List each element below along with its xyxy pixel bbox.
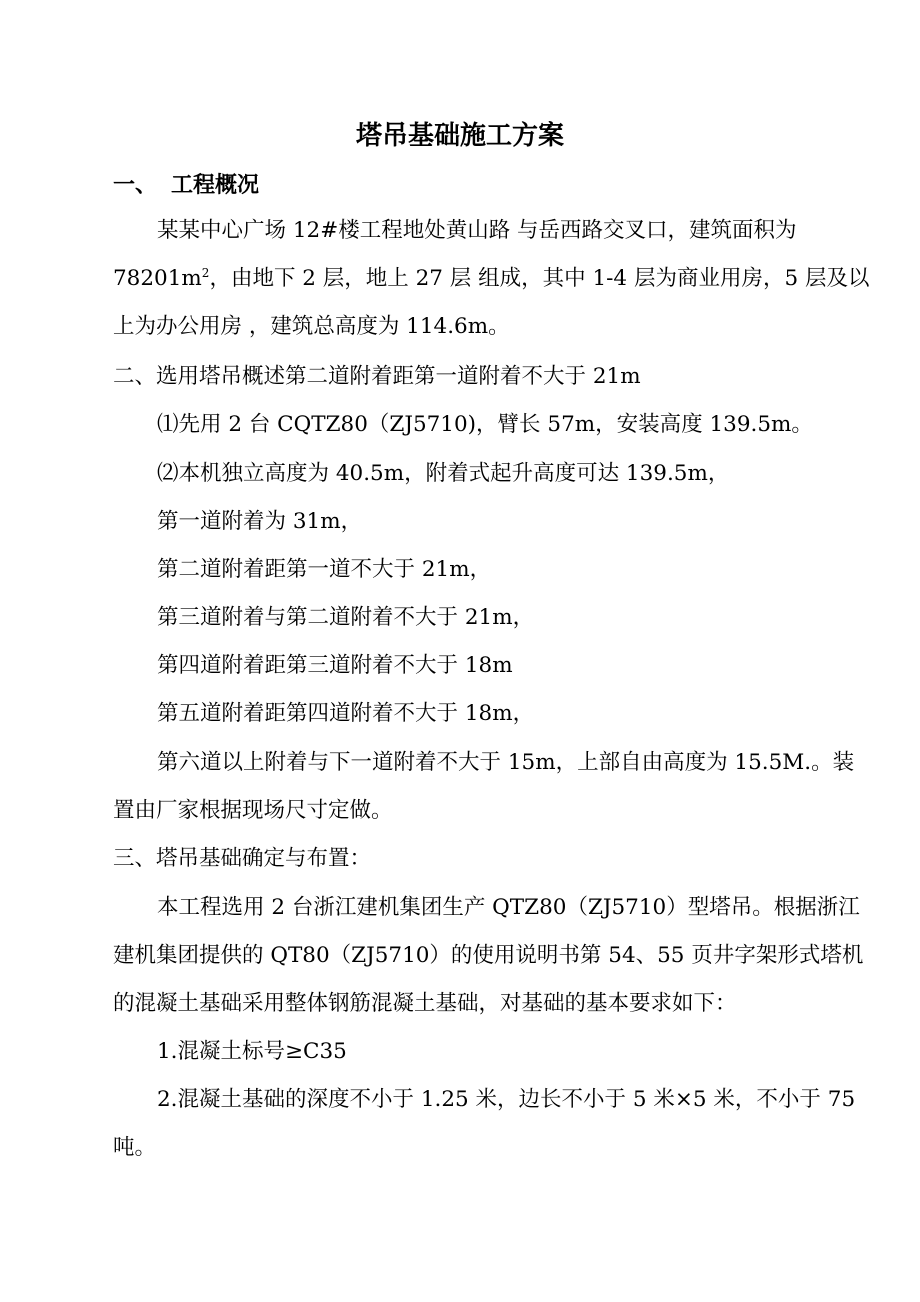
area-value: 78201m (113, 266, 202, 291)
paragraph-line: 第五道附着距第四道附着不大于 18m， (157, 701, 535, 726)
paragraph-line: 第三道附着与第二道附着不大于 21m， (157, 605, 535, 630)
paragraph-line: 的混凝土基础采用整体钢筋混凝土基础，对基础的基本要求如下： (113, 991, 737, 1016)
section-heading-tower-crane: 二、选用塔吊概述第二道附着距第一道附着不大于 21m (113, 364, 641, 389)
area-unit-superscript: 2 (201, 265, 210, 280)
paragraph-line: 建机集团提供的 QT80（ZJ5710）的使用说明书第 54、55 页井字架形式塔机 (113, 943, 864, 968)
paragraph-line: 上为办公用房 ，建筑总高度为 114.6m。 (113, 314, 510, 339)
paragraph-line: 第六道以上附着与下一道附着不大于 15m，上部自由高度为 15.5M.。装 (157, 750, 855, 775)
paragraph-line: ⑵本机独立高度为 40.5m，附着式起升高度可达 139.5m， (157, 461, 730, 486)
paragraph-line (113, 264, 869, 294)
section-heading-foundation: 三、塔吊基础确定与布置： (113, 846, 372, 871)
paragraph-line: 第四道附着距第三道附着不大于 18m (157, 653, 513, 678)
paragraph-line: ⑴先用 2 台 CQTZ80（ZJ5710)，臂长 57m，安装高度 139.5m。 (157, 412, 813, 437)
list-item: 2.混凝土基础的深度不小于 1.25 米，边长不小于 5 米×5 米，不小于 75 (157, 1087, 856, 1112)
paragraph-line: 第一道附着为 31m， (157, 509, 363, 534)
paragraph-line: 本工程选用 2 台浙江建机集团生产 QTZ80（ZJ5710）型塔吊。根据浙江 (157, 895, 860, 920)
paragraph-line: 某某中心广场 12#楼工程地处黄山路 与岳西路交叉口，建筑面积为 (157, 218, 797, 243)
section-number: 一、 (113, 172, 158, 198)
section-heading-overview (113, 170, 259, 200)
paragraph-line: 置由厂家根据现场尺寸定做。 (113, 798, 393, 823)
paragraph-line: 第二道附着距第一道不大于 21m， (157, 557, 492, 582)
section-heading-text: 工程概况 (171, 172, 260, 198)
paragraph-text: ，由地下 2 层，地上 27 层 组成，其中 1-4 层为商业用房，5 层及以 (209, 266, 870, 291)
list-item: 1.混凝土标号≥C35 (157, 1039, 347, 1064)
document-title: 塔吊基础施工方案 (355, 121, 564, 151)
paragraph-line: 吨。 (113, 1135, 157, 1160)
